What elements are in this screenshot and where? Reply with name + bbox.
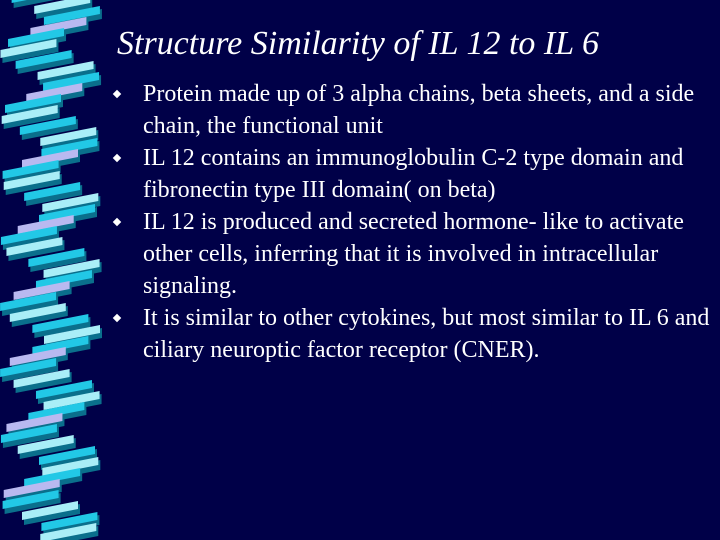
bullet-text: IL 12 is produced and secreted hormone- like to activate other cells, inferring that it is involved in intracellular signaling. xyxy=(143,209,684,299)
diamond-bullet-icon xyxy=(113,314,121,322)
diamond-bullet-icon xyxy=(113,154,121,162)
wave-ribbon-border xyxy=(0,0,115,540)
bullet-item xyxy=(110,142,715,206)
bullet-list xyxy=(110,78,715,366)
slide-title: Structure Similarity of IL 12 to IL 6 xyxy=(117,25,600,62)
bullet-text: IL 12 contains an immunoglobulin C-2 type domain and fibronectin type III domain( on beta) xyxy=(143,145,684,203)
bullet-text: Protein made up of 3 alpha chains, beta sheets, and a side chain, the functional unit xyxy=(143,81,695,139)
diamond-bullet-icon xyxy=(113,218,121,226)
bullet-item xyxy=(110,78,715,142)
diamond-bullet-icon xyxy=(113,90,121,98)
bullet-item xyxy=(110,302,715,366)
bullet-text: It is similar to other cytokines, but most similar to IL 6 and ciliary neuroptic factor receptor (CNER). xyxy=(143,305,710,363)
bullet-item xyxy=(110,206,715,302)
